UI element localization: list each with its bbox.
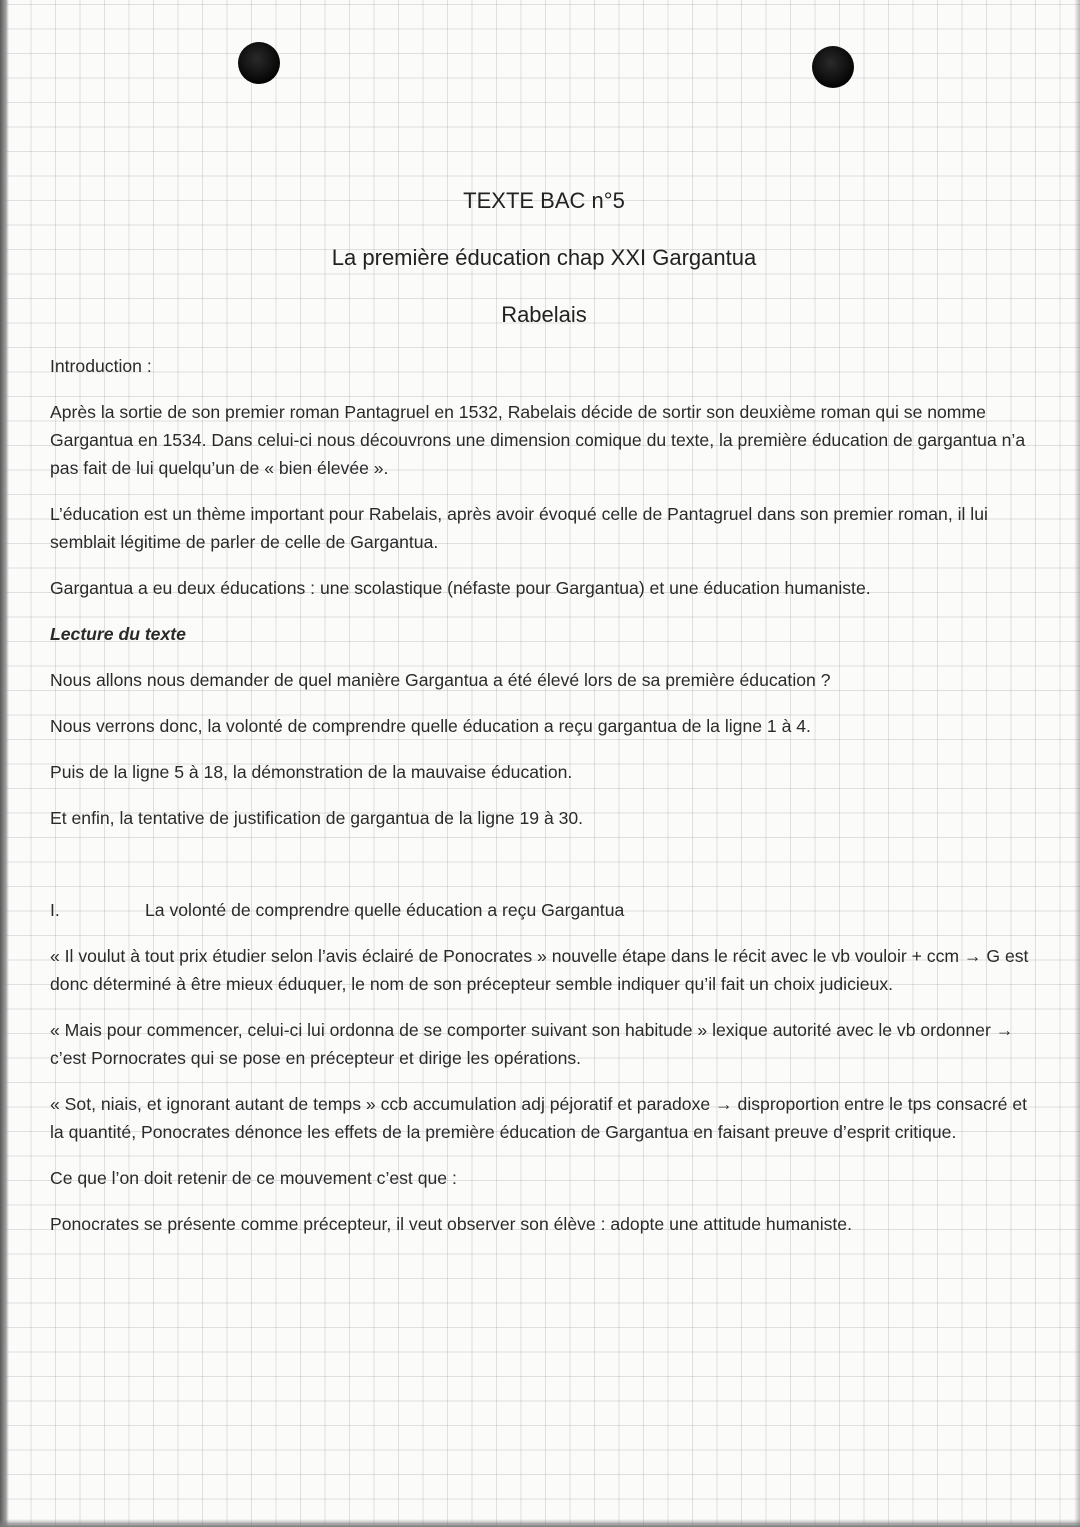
document-body — [50, 352, 1035, 1256]
plan-paragraph: Et enfin, la tentative de justification de gargantua de la ligne 19 à 30. — [50, 808, 584, 828]
reading-heading: Lecture du texte — [50, 624, 186, 644]
paper-left-edge — [0, 0, 9, 1527]
paper-bottom-edge — [0, 1519, 1080, 1527]
intro-paragraph: L’éducation est un thème important pour Rabelais, après avoir évoqué celle de Pantagruel dans son premier roman, il lui semblait légitime de parler de celle de Gargantua. — [50, 504, 988, 552]
plan-paragraph: Puis de la ligne 5 à 18, la démonstration de la mauvaise éducation. — [50, 762, 573, 782]
part-1-title: La volonté de comprendre quelle éducation a reçu Gargantua — [145, 900, 625, 920]
plan-paragraph: Nous allons nous demander de quel manière Gargantua a été élevé lors de sa première éducation ? — [50, 670, 831, 690]
plan-paragraph: Nous verrons donc, la volonté de comprendre quelle éducation a reçu gargantua de la ligne 1 à 4. — [50, 716, 811, 736]
part-1-heading — [50, 896, 1035, 924]
document-title: TEXTE BAC n°5 — [463, 188, 625, 213]
document-subtitle: La première éducation chap XXI Gargantua — [331, 245, 757, 270]
section-spacer — [50, 850, 1035, 896]
analysis-paragraph: « Mais pour commencer, celui-ci lui ordonna de se comporter suivant son habitude » lexique autorité avec le vb ordonner → c’est Pornocrates qui se pose en précepteur et dirige les opérations. — [50, 1020, 1014, 1068]
analysis-paragraph: « Il voulut à tout prix étudier selon l’avis éclairé de Ponocrates » nouvelle étape dans le récit avec le vb vouloir + ccm → G est donc déterminé à être mieux éduquer, le nom de son précepteur semble indiquer qu’il fait un choix judicieux. — [50, 946, 1029, 994]
punch-hole-right — [812, 46, 854, 88]
intro-paragraph: Après la sortie de son premier roman Pantagruel en 1532, Rabelais décide de sortir son deuxième roman qui se nomme Gargantua en 1534. Dans celui-ci nous découvrons une dimension comique du texte, la première éducation de gargantua n’a pas fait de lui quelqu’un de « bien élevée ». — [50, 402, 1026, 478]
punch-hole-left — [238, 42, 280, 84]
analysis-paragraph: Ce que l’on doit retenir de ce mouvement c’est que : — [50, 1168, 457, 1188]
paper-right-edge — [1074, 0, 1080, 1527]
part-1-number: I. — [50, 900, 60, 920]
document-author: Rabelais — [501, 302, 587, 327]
analysis-paragraph: Ponocrates se présente comme précepteur, il veut observer son élève : adopte une attitude humaniste. — [50, 1214, 852, 1234]
introduction-label: Introduction : — [50, 356, 152, 376]
analysis-paragraph: « Sot, niais, et ignorant autant de temps » ccb accumulation adj péjoratif et paradoxe → disproportion entre le tps consacré et la quantité, Ponocrates dénonce les effets de la première éducation de Gargantua en faisant preuve d’esprit critique. — [50, 1094, 1028, 1142]
intro-paragraph: Gargantua a eu deux éducations : une scolastique (néfaste pour Gargantua) et une éducation humaniste. — [50, 578, 871, 598]
